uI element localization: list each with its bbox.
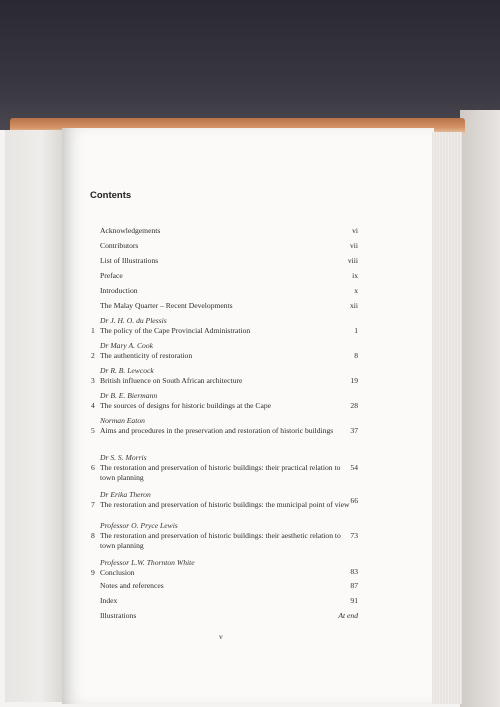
entry-title: Acknowledgements xyxy=(100,226,161,235)
toc-entry xyxy=(100,256,355,266)
entry-title: Introduction xyxy=(100,286,138,295)
chapter-number: 8 xyxy=(91,531,95,540)
entry-page-number: 19 xyxy=(350,376,358,385)
entry-title: The restoration and preservation of historic buildings: the municipal point of view xyxy=(100,500,350,509)
toc-entry xyxy=(91,416,355,436)
chapter-author: Dr J. H. O. du Plessis xyxy=(100,316,167,325)
toc-entry xyxy=(100,301,355,311)
chapter-author: Dr Mary A. Cook xyxy=(100,341,154,350)
entry-title: The restoration and preservation of historic buildings: their practical relation to town planning xyxy=(100,463,341,482)
entry-page-number: 73 xyxy=(350,531,358,540)
entry-page-number: viii xyxy=(347,256,358,265)
entry-title: Index xyxy=(100,596,118,605)
entry-title: List of Illustrations xyxy=(100,256,159,265)
toc-entry xyxy=(91,391,355,411)
chapter-author: Professor L.W. Thornton White xyxy=(100,558,195,567)
chapter-author: Dr Erika Theron xyxy=(100,490,151,499)
toc-entry xyxy=(91,316,355,336)
chapter-number: 2 xyxy=(91,351,95,360)
chapter-author: Norman Eaton xyxy=(100,416,145,425)
chapter-number: 5 xyxy=(91,426,95,435)
entry-page-number: 37 xyxy=(350,426,358,435)
entry-page-number: 66 xyxy=(350,496,358,505)
toc-entry xyxy=(100,611,355,621)
page-number: v xyxy=(219,632,223,641)
entry-page-number: 91 xyxy=(350,596,358,605)
toc-entry xyxy=(91,558,355,578)
entry-page-number: 54 xyxy=(350,463,358,472)
toc-entry xyxy=(100,271,355,281)
toc-entry xyxy=(91,490,355,510)
entry-title: Aims and procedures in the preservation and restoration of historic buildings xyxy=(100,426,334,435)
toc-entry xyxy=(100,286,355,296)
chapter-author: Dr R. B. Lewcock xyxy=(100,366,154,375)
entry-page-number: 1 xyxy=(354,326,358,335)
entry-page-number: 83 xyxy=(350,567,358,576)
entry-page-number: vii xyxy=(349,241,358,250)
entry-page-number: 8 xyxy=(354,351,358,360)
chapter-number: 3 xyxy=(91,376,95,385)
entry-page-number: 87 xyxy=(350,581,358,590)
entry-title: Preface xyxy=(100,271,123,280)
entry-page-number: At end xyxy=(338,611,358,620)
toc-entry xyxy=(100,596,355,606)
contents-heading: Contents xyxy=(90,190,132,201)
entry-page-number: vi xyxy=(352,226,358,235)
chapter-number: 7 xyxy=(91,500,95,509)
entry-title: The restoration and preservation of historic buildings: their aesthetic relation to town planning xyxy=(100,531,341,550)
toc-entry xyxy=(100,226,355,236)
entry-page-number: 28 xyxy=(350,401,358,410)
toc-entry xyxy=(91,521,355,551)
chapter-number: 1 xyxy=(91,326,95,335)
toc-entry xyxy=(91,453,355,483)
entry-page-number: x xyxy=(354,286,358,295)
chapter-author: Dr S. S. Morris xyxy=(100,453,147,462)
entry-title: The Malay Quarter – Recent Developments xyxy=(100,301,233,310)
entry-title: Contributors xyxy=(100,241,139,250)
entry-title: The sources of designs for historic buildings at the Cape xyxy=(100,401,272,410)
chapter-author: Professor O. Pryce Lewis xyxy=(100,521,178,530)
chapter-number: 6 xyxy=(91,463,95,472)
toc-entry xyxy=(100,241,355,251)
entry-page-number: xii xyxy=(349,301,358,310)
chapter-number: 4 xyxy=(91,401,95,410)
entry-title: Notes and references xyxy=(100,581,164,590)
chapter-number: 9 xyxy=(91,568,95,577)
entry-page-number: ix xyxy=(352,271,358,280)
entry-title: Conclusion xyxy=(100,568,135,577)
entry-title: Illustrations xyxy=(100,611,137,620)
toc-entry xyxy=(100,581,355,591)
entry-title: The authenticity of restoration xyxy=(100,351,193,360)
toc-entry xyxy=(91,366,355,386)
chapter-author: Dr B. E. Biermann xyxy=(100,391,158,400)
entry-title: The policy of the Cape Provincial Administration xyxy=(100,326,251,335)
entry-title: British influence on South African architecture xyxy=(100,376,243,385)
toc-entry xyxy=(91,341,355,361)
